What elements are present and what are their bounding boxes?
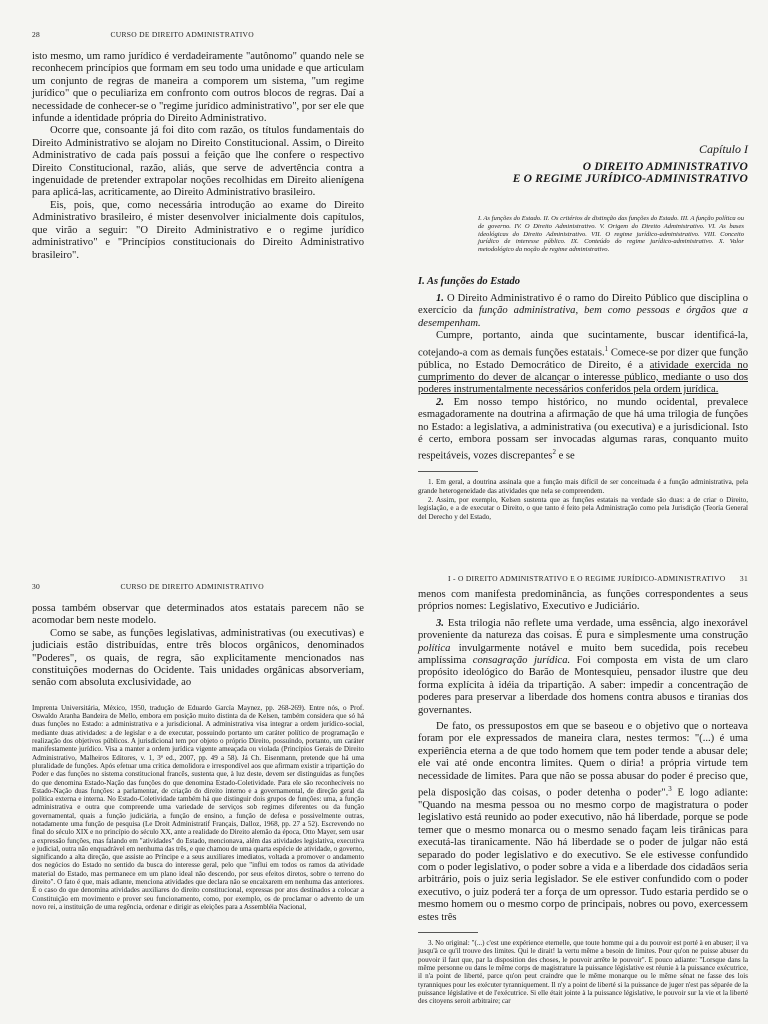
- page-29: [386, 0, 768, 560]
- page-number: 30: [32, 582, 41, 591]
- footnotes: [418, 939, 748, 1005]
- text-run: Esta trilogia não reflete uma verdade, uma essência, algo inexorável proveniente da natureza das coisas. É pura e simplesmente uma construção: [418, 617, 748, 642]
- paragraph-number: 3.: [436, 617, 444, 629]
- body-text: [32, 51, 364, 262]
- footnotes: [32, 704, 364, 911]
- footnote-ref: 1: [604, 344, 609, 353]
- paragraph: possa também observar que determinados atos estatais parecem não se acomodar bem neste modelo.: [32, 603, 364, 627]
- footnote-ref: 2: [552, 448, 556, 457]
- book-title: CURSO DE DIREITO ADMINISTRATIVO: [110, 30, 254, 39]
- footnote: Imprenta Universitária, México, 1950, tradução de Eduardo García Maynez, pp. 268-269). Entre nós, o Prof. Oswaldo Aranha Bandeira de Mello, embora em posição muito distinta da de Kelsen, também considera que só há duas funções no Estado: a administrativa e a jurisdicional. A administrativa visa integrar a ordem jurídico-social, mediante duas atividades: a de legislar e a de executar, possuindo portanto um caráter político de programação e realização dos objetivos públicos. A jurisdicional tem por objeto o próprio Direito, possuindo, portanto, um caráter manifestamente jurídico. Visa a manter a ordem jurídica vigente ameaçada ou violada (Princípios Gerais de Direito Administrativo, Malheiros Editores, v. 1, 3ª ed., 2007, pp. 49 a 58). Já Ch. Eisenmann, pretende que há uma pluralidade de funções. Após efetuar uma crítica demolidora e irrespondível aos que afirmam existir a tripartição do Poder e das funções no sistema constitucional francês, sustenta que, à luz deste, devem ser distinguidas as funções do que denomina Estado-Nação das funções do que denomina Estado-Coletividade. Para ele são reconhecíveis no Estado-Nação duas funções: a parlamentar, de criação do direito interno e a governamental, de direção geral da política externa e interna. No Estado-Coletividade também há que distinguir dois grupos de funções: uma, a função administrativa e outra que compreende uma variedade de serviços sob regimes diferentes ou da função governamental, quais a função judiciária, a função de ensino, a função de defesa e possivelmente outras, notadamente uma função de pesquisa (Le Droit Administratif Français, Dalloz, 1968, pp. 27 a 52). Escrevendo no final do século XIX e no princípio do século XX, ante a realidade do Direito alemão da época, Otto Mayer, sem usar a expressão funções, mas falando em "atividades" do Estado, mencionava, além das atividades legislativa, executiva e judicial, outra não enquadrável em nenhuma das três, e que chamou de uma quarta espécie de atividade, o governo, significando a alta direção, que assiste ao Príncipe e a seus auxiliares imediatos, voltada a promover o andamento dos negócios do Estado no sentido da busca do interesse geral, pelo que "influi em todos os ramos da atividade material do Estado, mas permanece em um plano ideal não descendo, por seus efeitos diretos, sobre o terreno do direito". O fato é que, mais adiante, menciona atividades que declara não se encaixarem em nenhuma das anteriores. É o caso do que denomina atividades auxiliares do direito constitucional, expressas por atos destinados a colocar a Constituição em movimento e prover seu funcionamento, como, por exemplo, os de proclamar o advento de um novo rei, a instituição de uma regência, ordenar e dirigir as eleições para a Assembléia Nacional,: [32, 703, 364, 911]
- chapter-title-line: E O REGIME JURÍDICO-ADMINISTRATIVO: [512, 173, 748, 185]
- text-run: Cumpre, portanto, ainda que sucintamente, buscar identificá-la, cotejando-a com as demais funções estatais.: [418, 330, 748, 359]
- paragraph: Ocorre que, consoante já foi dito com razão, os títulos fundamentais do Direito Administrativo se alojam no Direito Constitucional. Assim, o Direito Administrativo de cada país possui a feição que lhe confere o respectivo Direito Constitucional, razão, aliás, que serve de advertência contra a ingenuidade de pretender extrapolar noções recolhidas em Direito alienígena para aplicá-las, acriticamente, ao Direito Administrativo brasileiro.: [32, 125, 364, 199]
- paragraph-number: 1.: [436, 292, 444, 304]
- running-head: [32, 582, 364, 591]
- footnote: 1. Em geral, a doutrina assinala que a função mais difícil de ser conceituada é a função administrativa, pela grande heterogeneidade das atividades que nela se compreendem.: [418, 478, 748, 495]
- paragraph: [418, 330, 748, 397]
- footnote: 3. No original: "(...) c'est une expérience eternelle, que toute homme qui a du pouvoir est porté à en abuser; il va jusqu'à ce qu'il trouve des limites. Qui le dirait! la vertu même a besoin de limites. Pour qu'on ne puisse abuser du pouvoir il faut que, par la disposition des choses, le pouvoir arrête le pouvoir". E pouco adiante: "Lorsque dans la même personne ou dans le même corps de magistrature la puissance législative est réunie à la puissance exécutrice, il n'a point de liberté, parce qu'on peut craindre que le même monarque ou le même sénat ne fasse des lois tyranniques pour les exécuter tyranniquement. Il n'y a point de liberté si la puissance de juger n'est pas séparée de la puissance législative et de l'exécutrice. Si elle était jointe à la puissance législative, le pouvoir sur la vie et la liberté des citoyens seroit arbitraire; car: [418, 939, 748, 1006]
- paragraph: [418, 721, 748, 924]
- text-run: Em nosso tempo histórico, no mundo ocidental, prevalece esmagadoramente na doutrina a afirmação de que há uma trilogia de funções no Estado: a legislativa, a administrativa (ou executiva) e a jurisdicional. Isto é certo, embora possam ser invocadas algumas raras, conquanto muito respeitáveis, vozes discrepantes: [418, 396, 748, 462]
- text-run: Comece-se por dizer que função pública, no Estado Democrático de Direito, é a: [418, 347, 748, 371]
- body-text: [418, 293, 748, 463]
- paragraph: menos com manifesta predominância, as funções correspondentes a seus próprios nomes: Legislativo, Executivo e Judiciário.: [418, 589, 748, 613]
- footnote-ref: 3: [668, 785, 672, 794]
- text-run: Foi composta em vista de um claro propósito ideológico do Barão de Montesquieu, pensador ilustre que deu forma explícita à idéia da tripartição. A saber: impedir a concentração de poderes para preservar a liberdade dos homens contra abusos e tiranias dos governantes.: [418, 655, 748, 716]
- paragraph: [418, 397, 748, 464]
- underlined-text: atividade exercida no cumprimento do dever de alcançar o interesse público, mediante o uso dos poderes instrumentalmente necessários conferidos pela ordem jurídica.: [418, 359, 748, 396]
- running-head: [32, 30, 364, 39]
- emphasis: política: [418, 642, 451, 654]
- chapter-title-line: O DIREITO ADMINISTRATIVO: [582, 161, 748, 173]
- footnote-rule: [418, 471, 478, 472]
- page-number: 31: [739, 574, 748, 583]
- text-run: e se: [555, 450, 575, 462]
- paragraph: isto mesmo, um ramo jurídico é verdadeiramente "autônomo" quando nele se reconhecem princípios que formam em seu todo uma unidade e que articulam um conjunto de regras de maneira a comporem um sistema, "um regime jurídico" que o peculiariza em confronto com outros blocos de regras. Daí a necessidade de conhecer-se o "regime jurídico administrativo", por ser ele que infunde a identidade própria do Direito Administrativo.: [32, 51, 364, 125]
- paragraph: [418, 293, 748, 330]
- chapter-summary: I. As funções do Estado. II. Os critérios de distinção das funções do Estado. III. A função política ou de governo. IV. O Direito Administrativo. V. Origem do Direito Administrativo. VI. As bases ideológicas do Direito Administrativo. VII. O regime jurídico-administrativo. VIII. Conceito jurídico de interesse público. IX. Conteúdo do regime jurídico-administrativo. X. Valor metodológico da noção de regime administrativo.: [478, 215, 744, 254]
- page-number: 28: [32, 30, 41, 39]
- text-run: De fato, os pressupostos em que se baseou e o objetivo que o norteava foram por ele expressados de maneira clara, nestes termos: "(...) é uma experiência eterna a de que todo homem que tem poder tende a abusar dele; ele vai até onde encontra limites. Quem o diria! a própria virtude tem necessidade de limites. Para que não se possa abusar do poder é preciso que, pela disposição das coisas, o poder detenha o poder".: [418, 721, 748, 799]
- page-30: [0, 560, 386, 1024]
- chapter-running-title: I - O DIREITO ADMINISTRATIVO E O REGIME JURÍDICO-ADMINISTRATIVO: [448, 574, 726, 583]
- emphasis: função administrativa, bem como pessoas e órgãos que a desempenham.: [418, 305, 748, 329]
- chapter-title: [418, 161, 748, 185]
- footnote: 2. Assim, por exemplo, Kelsen sustenta que as funções estatais na verdade são duas: a de criar o Direito, legislação, e a de executar o Direito, o que tanto é feito pela Administração como pela Jurisdição (Teoría General del Derecho y del Estado,: [418, 495, 748, 521]
- paragraph: [418, 618, 748, 717]
- footnote-rule: [418, 932, 478, 933]
- emphasis: consagração jurídica.: [472, 655, 571, 667]
- running-head: [418, 574, 748, 583]
- body-text: [32, 603, 364, 690]
- page-31: [386, 560, 768, 1024]
- chapter-label: Capítulo I: [698, 142, 748, 156]
- text-run: invulgarmente notável e muito bem sucedida, pois recebeu amplíssima: [418, 642, 748, 667]
- page-28: [0, 0, 386, 560]
- book-title: CURSO DE DIREITO ADMINISTRATIVO: [120, 582, 264, 591]
- paragraph-number: 2.: [436, 396, 444, 408]
- text-run: O Direito Administrativo é o ramo do Direito Público que disciplina o exercício da: [418, 292, 748, 317]
- paragraph: Como se sabe, as funções legislativas, administrativas (ou executivas) e judiciais estão distribuídas, entre três blocos orgânicos, denominados "Poderes", os quais, de regra, são explicitamente mencionados nas constituições modernas do Ocidente. Tais unidades orgânicas absorveriam, senão com absoluta exclusividade, ao: [32, 627, 364, 689]
- paragraph: Eis, pois, que, como necessária introdução ao exame do Direito Administrativo brasileiro, é mister desenvolver inicialmente dois capítulos, que virão a seguir: "O Direito Administrativo e o regime jurídico administrativo" e "Princípios constitucionais do Direito Administrativo brasileiro".: [32, 199, 364, 261]
- text-run: E logo adiante: "Quando na mesma pessoa ou no mesmo corpo de magistratura o poder legislativo está reunido ao poder executivo, não há liberdade, porque se pode temer que o mesmo monarca ou o mesmo senado façam leis tirânicas para executá-las tiranicamente. Não há liberdade se o poder de julgar não está separado do poder legislativo e do executivo. Se ele estivesse confundido com o poder legislativo, o poder sobre a vida e a liberdade dos cidadãos seria arbitrário, pois o juiz seria legislador. Se ele estiver confundido com o poder executivo, o juiz poderá ter a força de um opressor. Tudo estaria perdido se o mesmo homem ou o mesmo corpo de principais, nobres ou povo, exercessem estes três: [418, 787, 749, 923]
- body-text: [418, 589, 748, 924]
- footnotes: [418, 478, 748, 520]
- section-heading: I. As funções do Estado: [418, 275, 521, 287]
